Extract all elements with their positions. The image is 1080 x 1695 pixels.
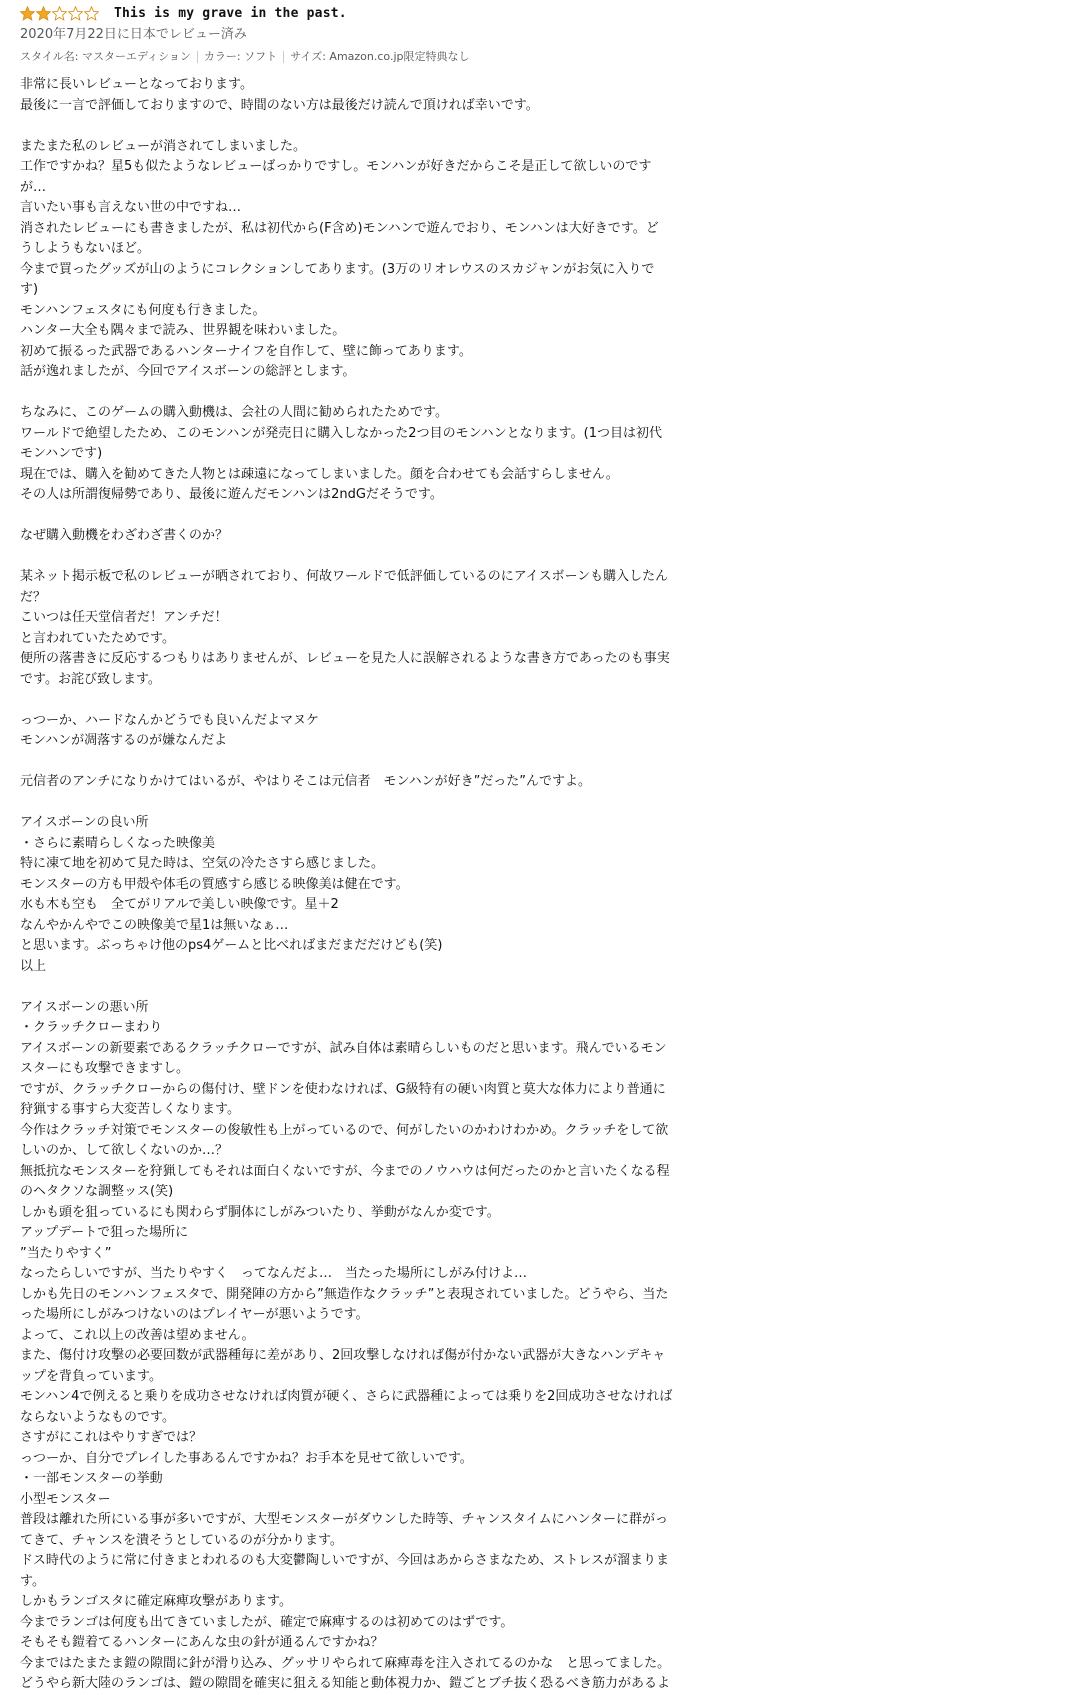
review-text-line: 今までランゴは何度も出てきていましたが、確定で麻痺するのは初めてのはずです。 (20, 1614, 514, 1630)
review-format-strip (20, 47, 1060, 67)
blank-line (20, 506, 720, 527)
review-text-line: ドス時代のように常に付きまとわれるのも大変鬱陶しいですが、今回はあからさまなため、ストレスが溜まりま (20, 1553, 669, 1568)
review-text-line: 普段は離れた所にいる事が多いですが、大型モンスターがダウンした時等、チャンスタイムにハンターに群がっ (20, 1512, 669, 1527)
review-text-line: 話が逸れましたが、今回でアイスボーンの総評とします。 (20, 364, 356, 379)
review-text-line: 以上 (20, 958, 47, 974)
review-text-line: 無抵抗なモンスターを狩猟してもそれは面白くないですが、今までのノウハウは何だったのかと言いたくなる程 (20, 1163, 670, 1179)
blank-line (20, 547, 720, 568)
review-text-line: モンスターの方も甲殻や体毛の質感すら感じる映像美は健在です。 (20, 876, 409, 892)
format-meta-item[interactable]: サイズ: Amazon.co.jp限定特典なし (290, 50, 470, 63)
review-text-line: ハンター大全も隅々まで読み、世界観を味わいました。 (20, 323, 346, 338)
review-text-line: アイスボーンの新要素であるクラッチクローですが、試み自体は素晴らしいものだと思います。飛んでいるモン (20, 1040, 667, 1056)
blank-line (20, 690, 720, 711)
review-text-line: です。お詫び致します。 (20, 671, 161, 687)
review-header (20, 1, 1060, 25)
review-text-line: と言われていたためです。 (20, 630, 175, 646)
review-text-line: なぜ購入動機をわざわざ書くのか？ (20, 528, 229, 543)
star-empty-icon (52, 6, 67, 21)
review-text-line: っつーか、自分でプレイした事あるんですかね？お手本を見せて欲しいです。 (20, 1450, 473, 1466)
review-text-line: 特に凍て地を初めて見た時は、空気の冷たさすら感じました。 (20, 856, 385, 871)
blank-line (20, 793, 720, 814)
review-text-line: ならないようなものです。 (20, 1409, 175, 1425)
review-text-line: しかもランゴスタに確定麻痺攻撃があります。 (20, 1594, 292, 1609)
review-text-line: す) (20, 282, 39, 297)
format-meta-item[interactable]: スタイル名: マスターエディション (20, 50, 191, 63)
star-filled-icon (20, 6, 35, 21)
blank-line (20, 752, 720, 773)
review-text-line: 元信者のアンチになりかけてはいるが、やはりそこは元信者 モンハンが好き”だった”んですよ。 (20, 774, 592, 789)
review-text-line: さすがにこれはやりすぎでは？ (20, 1430, 203, 1445)
review-text-line: ・クラッチクローまわり (20, 1020, 163, 1035)
review-text-line: ワールドで絶望したため、このモンハンが発売日に購入しなかった2つ目のモンハンとなります。(1つ目は初代 (20, 425, 662, 441)
review-text-line: 狩猟する事すら大変苦しくなります。 (20, 1102, 240, 1117)
review-body (20, 75, 720, 1695)
review-text-line: その人は所謂復帰勢であり、最後に遊んだモンハンは2ndGだそうです。 (20, 487, 443, 502)
star-empty-icon (84, 6, 99, 21)
review-text-line: アイスボーンの良い所 (20, 815, 149, 830)
review-text-line: す。 (20, 1573, 45, 1589)
format-meta-item[interactable]: カラー: ソフト (203, 50, 278, 63)
review-text-line: と思います。ぶっちゃけ他のps4ゲームと比べればまだまだだけども(笑) (20, 938, 443, 953)
review-text-line: しかも頭を狙っているにも関わらず胴体にしがみついたり、挙動がなんか変です。 (20, 1204, 500, 1220)
review-text-line: こいつは任天堂信者だ！アンチだ！ (20, 610, 228, 625)
review-text-line: モンハン4で例えると乗りを成功させなければ肉質が硬く、さらに武器種によっては乗りを2回成功させなければ (20, 1389, 673, 1404)
blank-line (20, 116, 720, 137)
review-date: 2020年7月22日に日本でレビュー済み (20, 27, 247, 42)
review-text-line: モンハンが凋落するのが嫌なんだよ (20, 733, 228, 748)
review-text-line: 小型モンスター (20, 1491, 111, 1507)
review-text-line: しいのか、して欲しくないのか…？ (20, 1143, 229, 1158)
review-text-line: ップを背負っています。 (20, 1368, 162, 1384)
review-text-line: アイスボーンの悪い所 (20, 999, 149, 1015)
review-title[interactable]: This is my grave in the past. (114, 5, 347, 21)
review-text-line: ですが、クラッチクローからの傷付け、壁ドンを使わなければ、G級特有の硬い肉質と莫大な体力により普通に (20, 1081, 666, 1097)
blank-line (20, 383, 720, 404)
review-text-line: アップデートで狙った場所に (20, 1225, 189, 1240)
review-text-line: なんやかんやでこの映像美で星1は無いなぁ… (20, 917, 289, 933)
review-text-line: 便所の落書きに反応するつもりはありませんが、レビューを見た人に誤解されるような書き方であったのも事実 (20, 651, 670, 666)
review-text-line: 言いたい事も言えない世の中ですね… (20, 200, 242, 215)
meta-divider (283, 51, 284, 63)
review-text-line: てきて、チャンスを潰そうとしているのが分かります。 (20, 1532, 343, 1548)
review-text-line: 非常に長いレビューとなっております。 (20, 77, 253, 92)
review-text-line: っつーか、ハードなんかどうでも良いんだよマヌケ (20, 712, 320, 728)
review-text-line: どうやら新大陸のランゴは、鎧の隙間を確実に狙える知能と動体視力か、鎧ごとブチ抜く恐るべき筋力があるよ (20, 1676, 671, 1691)
review-text-line: うしようもないほど。 (20, 241, 151, 256)
review-text-line: 今まではたまたま鎧の隙間に針が滑り込み、グッサリやられて麻痺毒を注入されてるのかな と思ってました。 (20, 1655, 671, 1671)
review-text-line: ”当たりやすく” (20, 1245, 112, 1261)
review-text-line: スターにも攻撃できますし。 (20, 1061, 190, 1076)
star-filled-icon (36, 6, 51, 21)
review-text-line: ・一部モンスターの挙動 (20, 1471, 163, 1486)
review-text-line: 某ネット掲示板で私のレビューが晒されており、何故ワールドで低評価しているのにアイスボーンも購入したん (20, 569, 669, 584)
review-text-line: だ？ (20, 589, 47, 605)
review-text-line: 消されたレビューにも書きましたが、私は初代から(F含め)モンハンで遊んでおり、モンハンは大好きです。ど (20, 220, 659, 236)
customer-review (20, 0, 1060, 1695)
review-text-line: またまた私のレビューが消されてしまいました。 (20, 138, 307, 154)
star-rating (20, 6, 100, 21)
review-text-line: なったらしいですが、当たりやすく ってなんだよ… 当たった場所にしがみ付けよ… (20, 1266, 528, 1281)
review-text-line: よって、これ以上の改善は望めません。 (20, 1327, 255, 1343)
review-text-line: 今まで買ったグッズが山のようにコレクションしてあります。(3万のリオレウスのスカジャンがお気に入りで (20, 261, 655, 277)
review-text-line: 現在では、購入を勧めてきた人物とは疎遠になってしまいました。顔を合わせても会話すらしません。 (20, 466, 619, 482)
review-text-line: モンハンフェスタにも何度も行きました。 (20, 302, 266, 318)
review-text-line: しかも先日のモンハンフェスタで、開発陣の方から”無造作なクラッチ”と表現されていました。どうやら、当た (20, 1286, 669, 1302)
review-text-line: 初めて振るった武器であるハンターナイフを自作して、壁に飾ってあります。 (20, 343, 472, 359)
review-text-line: ・さらに素晴らしくなった映像美 (20, 835, 216, 851)
review-text-line: ちなみに、このゲームの購入動機は、会社の人間に勧められたためです。 (20, 405, 448, 420)
review-text-line: そもそも鎧着てるハンターにあんな虫の針が通るんですかね？ (20, 1635, 384, 1650)
star-empty-icon (68, 6, 83, 21)
review-text-line: のヘタクソな調整ッス(笑) (20, 1184, 174, 1199)
review-text-line: モンハンです) (20, 446, 103, 461)
review-text-line: 最後に一言で評価しておりますので、時間のない方は最後だけ読んで頂ければ幸いです。 (20, 97, 539, 113)
review-text-line: 水も木も空も 全てがリアルで美しい映像です。星＋2 (20, 897, 339, 912)
review-text-line: った場所にしがみつけないのはプレイヤーが悪いようです。 (20, 1307, 369, 1322)
review-text-line: が… (20, 179, 47, 195)
review-text-line: また、傷付け攻撃の必要回数が武器種毎に差があり、2回攻撃しなければ傷が付かない武器が大きなハンデキャ (20, 1348, 666, 1363)
review-text-line: 今作はクラッチ対策でモンスターの俊敏性も上がっているので、何がしたいのかわけわかめ。クラッチをして欲 (20, 1122, 669, 1138)
review-text-line: 工作ですかね？星5も似たようなレビューばっかりですし。モンハンが好きだからこそ是正して欲しいのです (20, 159, 652, 174)
blank-line (20, 977, 720, 998)
meta-divider (197, 51, 198, 63)
